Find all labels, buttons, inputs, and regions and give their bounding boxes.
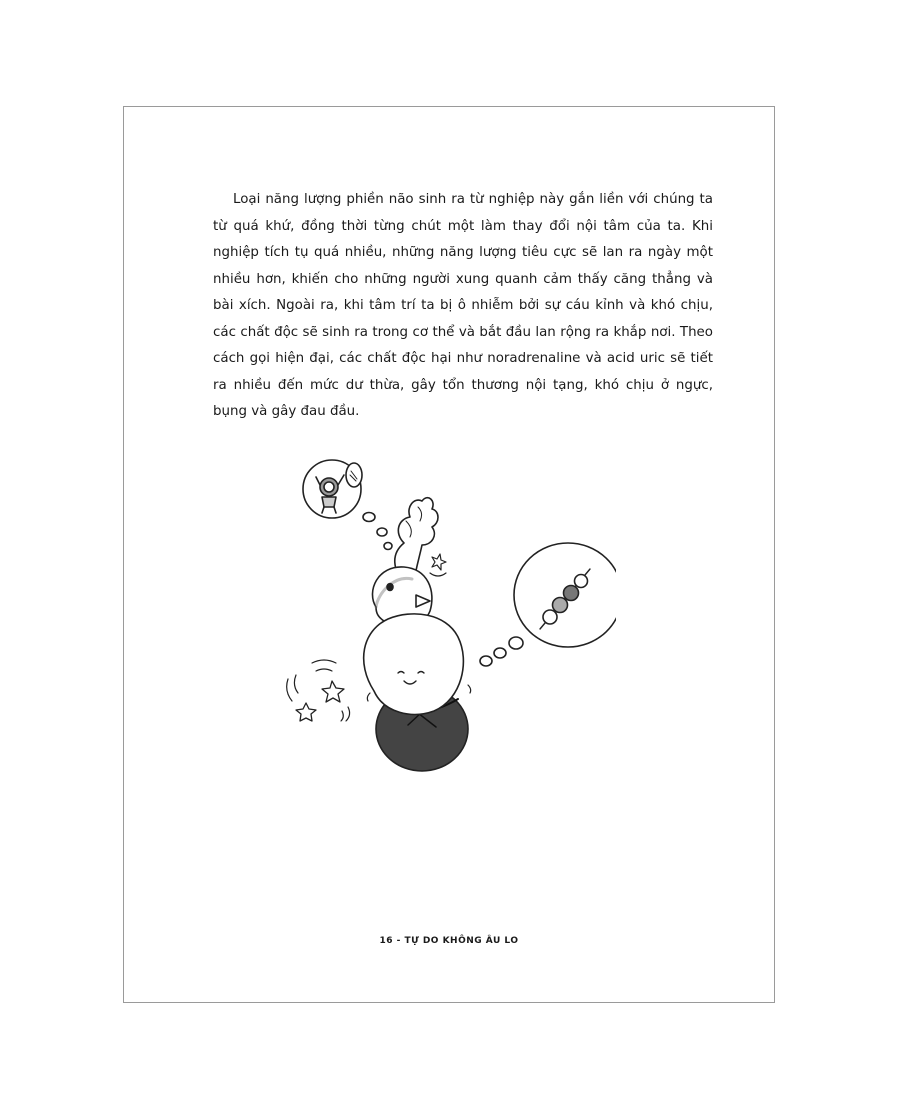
bird-character [372, 498, 446, 627]
page-footer [124, 936, 774, 946]
thought-bubble-dango [480, 543, 616, 666]
page-number: 16 [379, 936, 394, 946]
thought-bubble-person [303, 460, 392, 550]
running-title: - TỰ DO KHÔNG ÂU LO [396, 936, 519, 946]
monk-character [364, 614, 471, 771]
monk-illustration [286, 441, 616, 781]
body-paragraph: Loại năng lượng phiền não sinh ra từ nghiệp này gắn liền với chúng ta từ quá khứ, đồng thời từng chút một làm thay đổi nội tâm của ta. Khi nghiệp tích tụ quá nhiều, những năng lượng tiêu cực sẽ lan ra ngày một nhiều hơn, khiến cho những người xung quanh cảm thấy căng thẳng và bài xích. Ngoài ra, khi tâm trí ta bị ô nhiễm bởi sự cáu kỉnh và khó chịu, các chất độc sẽ sinh ra trong cơ thể và bắt đầu lan rộng ra khắp nơi. Theo cách gọi hiện đại, các chất độc hại như noradrenaline và acid uric sẽ tiết ra nhiều đến mức dư thừa, gây tổn thương nội tạng, khó chịu ở ngực, bụng và gây đau đầu. [213, 192, 713, 419]
book-page [123, 106, 775, 1003]
dizzy-stars [287, 660, 350, 721]
